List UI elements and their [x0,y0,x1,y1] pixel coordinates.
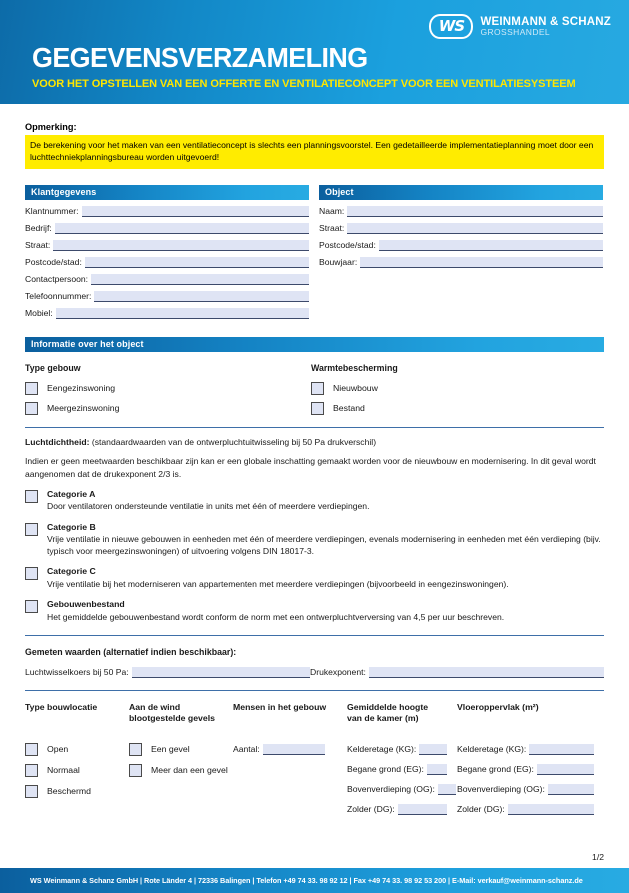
field-label: Straat: [25,239,51,250]
field-label: Telefoonnummer: [25,290,92,301]
measured-values-row [25,666,604,678]
checkbox-icon[interactable] [25,567,38,580]
thermal-protection-title: Warmtebescherming [311,362,398,373]
category-a-desc: Door ventilatoren ondersteunde ventilatie in units met één of meerdere verdiepingen. [47,501,370,512]
category-gebouwenbestand-title: Gebouwenbestand [47,599,125,610]
field-aantal [233,743,347,755]
table-column-gevels [129,702,233,815]
object-fields [319,205,603,268]
field-naam [319,205,603,217]
object-info-section [25,337,604,428]
field-label: Begane grond (EG): [347,763,424,774]
airtightness-heading [25,437,604,448]
divider-3 [25,690,604,691]
page-header-banner [0,0,629,104]
divider-1 [25,427,604,428]
vloer-bovenverdieping-input[interactable] [548,784,594,795]
remark-title: Opmerking: [25,122,77,132]
table-column-mensen [233,702,347,815]
object-panel [319,185,603,319]
checkbox-eengezinswoning[interactable] [25,382,311,395]
table-column-hoogte [347,702,457,815]
checkbox-een-gevel[interactable] [129,743,233,756]
checkbox-open[interactable] [25,743,129,756]
column-header-line1: Gemiddelde hoogte [347,701,429,712]
measured-values-title: Gemeten waarden (alternatief indien beschikbaar): [25,646,237,657]
field-label: Naam: [319,205,345,216]
table-column-vloeroppervlak [457,702,604,815]
field-contactpersoon [25,273,309,285]
checkbox-label: Eengezinswoning [47,382,116,393]
field-hoogte-begane-grond [347,763,457,775]
checkbox-bestand[interactable] [311,402,597,415]
thermal-protection-group [311,363,597,415]
checkbox-icon[interactable] [25,490,38,503]
column-header-line1: Aan de wind [129,701,181,712]
hoogte-zolder-input[interactable] [398,804,447,815]
field-label: Mobiel: [25,307,53,318]
checkbox-icon[interactable] [129,764,142,777]
field-mobiel [25,307,309,319]
object-section-header: Object [319,185,603,200]
field-label: Bovenverdieping (OG): [347,783,435,794]
checkbox-icon[interactable] [25,382,38,395]
field-vloer-zolder [457,803,604,815]
checkbox-label: Bestand [333,402,365,413]
field-bouwjaar [319,256,603,268]
checkbox-label: Open [47,744,69,755]
customer-bedrijf-input[interactable] [55,223,309,234]
field-label: Bouwjaar: [319,256,358,267]
field-hoogte-bovenverdieping [347,783,457,795]
customer-fields [25,205,309,319]
category-c-desc: Vrije ventilatie bij het moderniseren van appartementen met meerdere verdiepingen (bijvoorbeeld in eengezinswoningen). [47,578,509,589]
ws-logo-letters: WS [438,17,465,35]
field-label: Zolder (DG): [457,803,505,814]
field-label: Begane grond (EG): [457,763,534,774]
column-header-line2: van de kamer (m) [347,713,419,724]
column-header-line2: blootgestelde gevels [129,713,215,724]
drukexponent-input[interactable] [369,667,604,678]
remark-section [25,122,604,169]
category-b-title: Categorie B [47,521,96,532]
checkbox-icon[interactable] [25,523,38,536]
airtightness-section [25,437,604,636]
aantal-input[interactable] [263,744,325,755]
category-a-body [47,489,604,513]
field-label: Contactpersoon: [25,273,89,284]
checkbox-beschermd[interactable] [25,785,129,798]
object-bouwjaar-input[interactable] [360,257,603,268]
bottom-table [25,702,604,815]
table-column-bouwlocatie [25,702,129,815]
field-luchtwisselkoers [25,666,310,678]
footer-contact-text: WS Weinmann & Schanz GmbH | Rote Länder 4 | 72336 Balingen | Telefon +49 74 33. 98 92 12 | Fax +49 74 33. 98 92 53 200 | E-Mail: verkauf@weinmann-schanz.de [30,876,583,885]
checkbox-normaal[interactable] [25,764,129,777]
object-postcode-input[interactable] [379,240,603,251]
checkbox-meergezinswoning[interactable] [25,402,311,415]
object-info-section-header: Informatie over het object [25,337,604,352]
vloer-begane-grond-input[interactable] [537,764,594,775]
field-bedrijf [25,222,309,234]
checkbox-nieuwbouw[interactable] [311,382,597,395]
hoogte-kelderetage-input[interactable] [419,744,447,755]
measured-values-section [25,647,604,691]
field-vloer-kelderetage [457,743,604,755]
field-drukexponent [310,666,604,678]
customer-postcode-input[interactable] [85,257,309,268]
checkbox-label: Nieuwbouw [333,382,378,393]
field-klantnummer [25,205,309,217]
category-a-title: Categorie A [47,488,96,499]
customer-straat-input[interactable] [53,240,309,251]
field-label: Kelderetage (KG): [347,743,417,754]
checkbox-icon[interactable] [25,600,38,613]
object-info-columns [25,363,604,415]
checkbox-icon[interactable] [25,764,38,777]
page-body [0,122,629,815]
checkbox-icon[interactable] [25,785,38,798]
checkbox-icon[interactable] [311,382,324,395]
column-header [347,702,457,732]
customer-telefoon-input[interactable] [94,291,309,302]
vloer-kelderetage-input[interactable] [529,744,594,755]
checkbox-meer-dan-een-gevel[interactable] [129,764,233,777]
remark-body: De berekening voor het maken van een ventilatieconcept is slechts een planningsvoorstel. Een gedetailleerde implementatieplanning moet door een luchttechniekplanningsbureau worden uitgevoerd! [25,135,604,169]
field-label: Klantnummer: [25,205,79,216]
column-body [347,743,457,815]
logo-tagline: GROSSHANDEL [480,27,551,38]
checkbox-icon[interactable] [25,743,38,756]
category-c-title: Categorie C [47,566,96,577]
hoogte-bovenverdieping-input[interactable] [438,784,456,795]
checkbox-label: Normaal [47,765,80,776]
field-object-straat [319,222,603,234]
column-body [129,743,233,777]
airtightness-title: Luchtdichtheid: [25,436,90,447]
building-type-group [25,363,311,415]
object-straat-input[interactable] [347,223,603,234]
field-vloer-bovenverdieping [457,783,604,795]
checkbox-icon[interactable] [25,402,38,415]
customer-object-columns [25,185,604,319]
page-footer [0,868,629,893]
category-b-row[interactable] [25,522,604,558]
field-vloer-begane-grond [457,763,604,775]
checkbox-label: Meergezinswoning [47,402,120,413]
customer-panel [25,185,309,319]
checkbox-label: Meer dan een gevel [151,765,228,776]
column-header-line1: Vloeroppervlak (m²) [457,701,539,712]
category-gebouwenbestand-row[interactable] [25,599,604,623]
category-c-row[interactable] [25,566,604,590]
customer-contactpersoon-input[interactable] [91,274,309,285]
building-type-title: Type gebouw [25,362,81,373]
column-body [457,743,604,815]
category-c-body [47,566,604,590]
divider-2 [25,635,604,636]
category-b-body [47,522,604,558]
field-label: Zolder (DG): [347,803,395,814]
field-label: Bedrijf: [25,222,52,233]
company-logo [429,14,611,39]
ws-logo-icon [429,14,473,39]
field-telefoonnummer [25,290,309,302]
column-body [25,743,129,798]
checkbox-label: Beschermd [47,786,91,797]
column-body [233,743,347,755]
page-number: 1/2 [592,852,604,862]
column-header: Type bouwlocatie [25,701,98,712]
field-label: Bovenverdieping (OG): [457,783,545,794]
field-label: Kelderetage (KG): [457,743,527,754]
field-label: Postcode/stad: [25,256,82,267]
category-gebouwenbestand-desc: Het gemiddelde gebouwenbestand wordt conform de norm met een ontwerpluchtverversing van 4,5 per uur beschreven. [47,611,505,622]
category-b-desc: Vrije ventilatie in nieuwe gebouwen in eenheden met één of meerdere verdiepingen, evenals modernisering in eenheden met één verdieping (bijv. typisch voor meergezinswoningen) of uitvoering volgens DIN 18017-3. [47,534,601,557]
customer-section-header: Klantgegevens [25,185,309,200]
airtightness-title-suffix: (standaardwaarden van de ontwerpluchtuitwisseling bij 50 Pa drukverschil) [91,436,377,447]
field-label: Aantal: [233,743,260,754]
field-hoogte-kelderetage [347,743,457,755]
logo-company-name: WEINMANN & SCHANZ [480,16,611,28]
page-subtitle: VOOR HET OPSTELLEN VAN EEN OFFERTE EN VENTILATIECONCEPT VOOR EEN VENTILATIESYSTEEM [32,78,576,90]
checkbox-label: Een gevel [151,744,190,755]
field-label: Drukexponent: [310,666,366,677]
luchtwisselkoers-input[interactable] [132,667,310,678]
field-hoogte-zolder [347,803,457,815]
checkbox-icon[interactable] [129,743,142,756]
page-title: GEGEVENSVERZAMELING [32,42,368,73]
field-label: Luchtwisselkoers bij 50 Pa: [25,666,129,677]
column-header: Mensen in het gebouw [233,701,327,712]
field-straat [25,239,309,251]
customer-klantnummer-input[interactable] [82,206,310,217]
field-postcode-stad [25,256,309,268]
checkbox-icon[interactable] [311,402,324,415]
object-naam-input[interactable] [347,206,603,217]
vloer-zolder-input[interactable] [508,804,594,815]
field-label: Straat: [319,222,345,233]
column-header [457,702,604,732]
column-header [129,702,233,732]
logo-wordmark [480,16,611,37]
customer-mobiel-input[interactable] [56,308,309,319]
field-label: Postcode/stad: [319,239,376,250]
hoogte-begane-grond-input[interactable] [427,764,447,775]
airtightness-paragraph: Indien er geen meetwaarden beschikbaar zijn kan er een globale inschatting gemaakt worden voor de nieuwbouw en modernisering. In dit geval wordt aangenomen dat de drukexponent 2/3 is. [25,456,596,479]
category-gebouwenbestand-body [47,599,604,623]
field-object-postcode-stad [319,239,603,251]
category-a-row[interactable] [25,489,604,513]
